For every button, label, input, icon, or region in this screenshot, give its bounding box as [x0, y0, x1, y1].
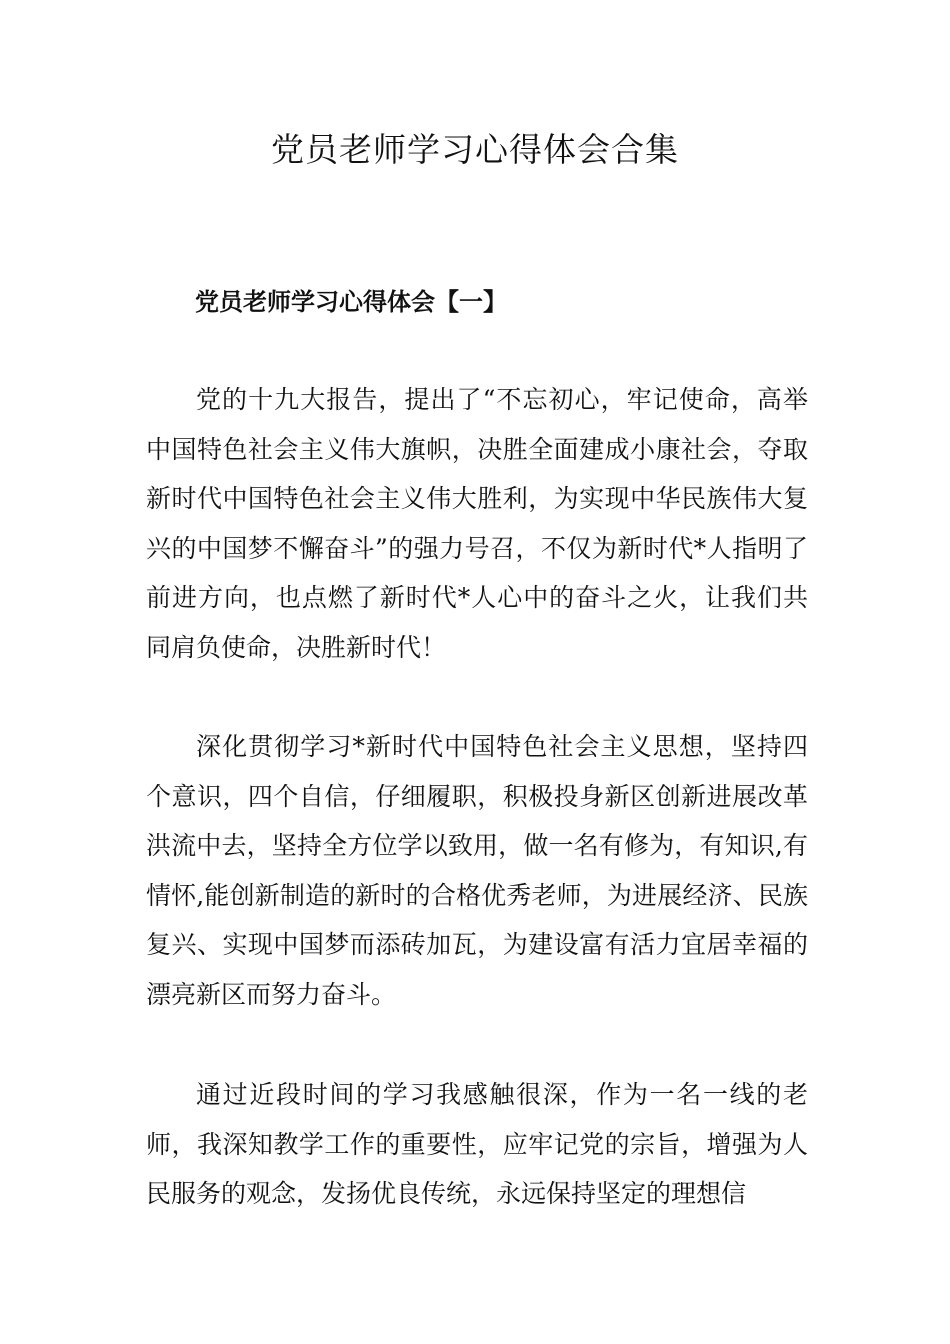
paragraph-1: 党的十九大报告，提出了“不忘初心，牢记使命，高举中国特色社会主义伟大旗帜，决胜全面建成小康社会，夺取新时代中国特色社会主义伟大胜利，为实现中华民族伟大复兴的中国梦不懈奋斗”的强力号召，不仅为新时代*人指明了前进方向，也点燃了新时代*人心中的奋斗之火，让我们共同肩负使命，决胜新时代！: [146, 385, 808, 662]
section-heading: 党员老师学习心得体会【一】: [195, 287, 507, 316]
paragraph-2: 深化贯彻学习*新时代中国特色社会主义思想，坚持四个意识，四个自信，仔细履职，积极投身新区创新进展改革洪流中去，坚持全方位学以致用，做一名有修为，有知识,有情怀,能创新制造的新时的合格优秀老师，为进展经济、民族复兴、实现中国梦而添砖加瓦，为建设富有活力宜居幸福的漂亮新区而努力奋斗。: [146, 732, 808, 1009]
document-title: 党员老师学习心得体会合集: [271, 130, 679, 169]
paragraph-3: 通过近段时间的学习我感触很深，作为一名一线的老师，我深知教学工作的重要性，应牢记党的宗旨，增强为人民服务的观念，发扬优良传统，永远保持坚定的理想信: [146, 1080, 808, 1208]
